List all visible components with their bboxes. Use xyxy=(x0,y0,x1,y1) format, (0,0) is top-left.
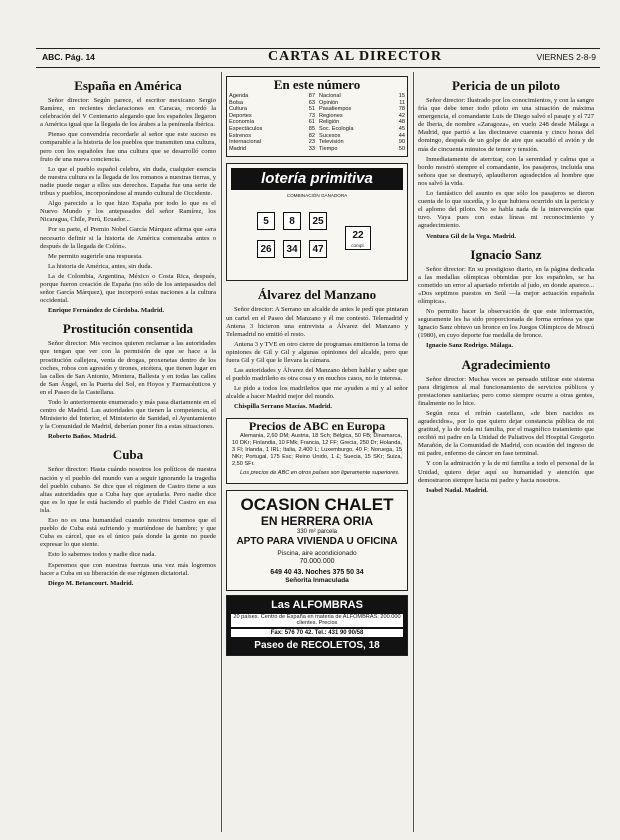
middle-column xyxy=(226,76,408,656)
paragraph: Según reza el refrán castellano, «de bien nacidos es agradecidos», por lo que quiero dejar constancia pública de mi gratitud, y la de toda mi familia, por el magnífico tratamiento que recibió mi padre en la Unidad de Paliativos del Hospital Gregorio Marañón, de la Comunidad de Madrid, con ocasión del ingreso de mi padre, enfermo de cáncer en fase terminal. xyxy=(418,409,594,458)
article-title: Agradecimiento xyxy=(461,356,551,372)
ad-phone: 649 40 43. Noches 375 50 34 xyxy=(270,568,364,576)
table-row: Espectáculos 85 xyxy=(229,126,315,133)
signature: Diego M. Betancourt. Madrid. xyxy=(48,579,134,587)
paragraph: Lo que el pueblo español celebra, sin duda, cualquier esencia de nuestra cultura es la llegada de los romanos a nuestras tierras, y nadie puede negar a ellos sus derechos. España fue una serie de tribus y pueblos, incorporándose al mundo cultural de Occidente. xyxy=(40,165,216,198)
winning-number: 25 xyxy=(309,212,327,230)
loteria-box xyxy=(226,163,408,281)
table-row: Agenda 87 xyxy=(229,93,315,100)
ad-price: 70.000.000 xyxy=(299,557,335,565)
paragraph: No permito hacer la observación de que este información, seguramente les ha sido proporcionada de forma errónea ya que Ignacio Sanz obtuvo un bronce en los Juegos Olímpicos de Moscú (1980), en cuyo deporte fue medalla de bronce. xyxy=(418,308,594,340)
europa-prices: Alemania, 2,60 DM; Austria, 18 Sch; Bélgica, 50 FB; Dinamarca, 10 DKr; Finlandia, 10 FMk; Francia, 12 FF; Grecia, 250 Dr; Holanda, 3 Fl; Irlanda, 1 IRL; Italia, 2.400 L; Luxemburgo, 40 F; Noruega, 15 NKr; Portugal, 175 Esc; Reino Unido, 1 £; Suecia, 15 SKr; Suiza, 2,50 SFr. xyxy=(232,432,402,467)
article-title: Cuba xyxy=(112,447,144,463)
index-table-left xyxy=(227,93,317,152)
table-row: Bolsa 63 xyxy=(229,99,315,106)
paragraph: Me permito sugerirle una respuesta. xyxy=(48,252,143,260)
winning-number: 47 xyxy=(309,240,327,258)
europa-title: Precios de ABC en Europa xyxy=(248,418,386,433)
table-row: Economía 61 xyxy=(229,119,315,126)
column-divider xyxy=(221,72,222,832)
table-row: Internacional 23 xyxy=(229,139,315,146)
paragraph: Inmediatamente de aterrizar, con la serenidad y calma que a bordo mostró siempre el comandante, los pasajeros, incluida una señora que se desmayó, aplaudieron agradecidos al hombre que nos salvó la vida. xyxy=(418,155,594,187)
paragraph: Algo parecido a lo que hizo España por todo lo que es el Nuevo Mundo y los antepasados del señor Ramírez, los Nicaragua, Chile, Perú, Ecuador... xyxy=(40,200,216,224)
issue-date: VIERNES 2-8-9 xyxy=(536,52,596,62)
ad-location: EN HERRERA ORIA xyxy=(260,513,374,528)
article-pericia-piloto xyxy=(418,78,594,241)
paragraph: Señor director: En su prestigioso diario, en la página dedicada a las medallas olímpicas obtenidas por los españoles, se ha cometido un error al apartado referido al judo, en donde aparece... «Dos septimos puestos en Seúl —la mejor actuación española olímpica». xyxy=(418,265,594,305)
table-row: Deportes 73 xyxy=(229,112,315,119)
article-espana-america xyxy=(40,78,216,315)
paragraph: Eso no es una humanidad cuando nosotros tenemos que el pueblo de Cuba está sufriendo y muriéndose de hambre; y que Cuba es cárcel, que es el único país donde la gente no puede expresar lo que siente. xyxy=(40,517,216,549)
loteria-subtitle: COMBINACIÓN GANADORA xyxy=(286,193,348,199)
table-row: Regiones 42 xyxy=(319,112,405,119)
ad-phone: Fax: 576 70 42. Tel.: 431 90 90/58 xyxy=(231,629,403,637)
paragraph: Pienso que convendría recordarle al señor que este suceso es comparable a la historia de los pueblos que transmiten una cultura, pero con los españoles fue una cultura que se desarrolló como fruto de una nueva conciencia. xyxy=(40,131,216,163)
paragraph: La historia de América, antes, sin duda. xyxy=(48,262,153,270)
table-row: Tiempo 50 xyxy=(319,145,405,152)
table-row: Madrid 33 xyxy=(229,145,315,152)
column-divider xyxy=(413,72,414,832)
article-title: España en América xyxy=(74,78,182,93)
article-cuba xyxy=(40,447,216,587)
article-agradecimiento xyxy=(418,357,594,495)
section-title: CARTAS AL DIRECTOR xyxy=(268,49,443,64)
table-row: Religión 48 xyxy=(319,119,405,126)
paragraph: Las autoridades y Álvarez del Manzano deben hablar y saber que el pueblo madrileño es otra cosa y en muchos casos, no le interesa. xyxy=(226,367,408,383)
paragraph: Lo fantástico del asunto es que sólo los pasajeros se dieron cuenta de lo que sucedía, y lo que hubiera ocurrido sin la pericia y el aplomo del piloto. No se habla nada de la intervención que tuvo. Vaya pues con estas líneas mi reconocimiento y agradecimiento. xyxy=(418,190,594,230)
paragraph: Señor director: Según parece, el escritor mexicano Sergio Ramírez, en recientes declaraciones en Caracas, recordó la celebración del V Centenario alegando que los españoles llegaron a América igual que la llegada de los árabes a la península ibérica. xyxy=(40,97,216,129)
winning-number: 26 xyxy=(257,240,275,258)
paragraph: Señor director: Mis vecinos quieren reclamar a las autoridades que tengan que ver con la permisión de que se hace a la prostitución callejera, venta de drogas, proxenetas dentro de los coches, robos con agresión y tirones, etcétera, que tienen lugar en las calles de San Antonio, Montera, Ballesta y en todas las calles de San Ángel, en la Puerta del Sol, en Hoyos y Farmacéuticos y en el Paseo de la Castellana. xyxy=(40,340,216,396)
paragraph: Señor director: Hasta cuándo nosotros los políticos de nuestra nación y el pueblo del mundo van a seguir ignorando la tragedia del pueblo cubano. Se dice que el régimen de Castro tiene a sus altas autoridades que a Cuba hay que ayudarla. Pero nadie dice que es lo que le está haciendo el pueblo de Fidel Castro en esa isla. xyxy=(40,466,216,514)
loteria-title: lotería primitiva xyxy=(231,168,403,190)
table-row: Televisión 90 xyxy=(319,139,405,146)
article-title: Álvarez del Manzano xyxy=(257,287,377,303)
right-column xyxy=(418,76,594,497)
index-title: En este número xyxy=(273,77,361,92)
table-row: Opinión 11 xyxy=(319,99,405,106)
article-prostitucion xyxy=(40,321,216,441)
chalet-ad xyxy=(226,490,408,591)
ad-body: 20 países. Centro de España en materia de ALFOMBRAS. 200.000 clientes. Precios xyxy=(231,614,403,628)
signature: Roberto Baños. Madrid. xyxy=(48,433,117,441)
precios-europa-box xyxy=(226,418,408,484)
article-title: Pericia de un piloto xyxy=(452,78,560,93)
article-title: Prostitución consentida xyxy=(62,321,194,337)
signature: Chispilla Serrano Macías. Madrid. xyxy=(234,403,332,411)
table-row: Nacional 15 xyxy=(319,93,405,100)
article-alvarez-manzano xyxy=(226,287,408,411)
ad-brand: Las ALFOMBRAS xyxy=(271,598,363,611)
winning-number: 34 xyxy=(283,240,301,258)
complementario-label: compl. xyxy=(351,243,365,249)
winning-number: 8 xyxy=(283,212,301,230)
ad-area: 330 m² parcela xyxy=(296,528,338,535)
table-row: Soc. Ecología 45 xyxy=(319,126,405,133)
paragraph: Y con la admiración y la de mi familia a todo el personal de la Unidad, quiero dejar aquí su humanidad y atención que demostraron siempre hacia mi padre y hacia nosotros. xyxy=(418,460,594,484)
article-title: Ignacio Sanz xyxy=(470,246,542,262)
paragraph: Todo lo anteriormente enumerado y más pasa diariamente en el centro de Madrid. Las autoridades que tienen la competencia, el Ministerio del Interior, el Ministerio de Sanidad, el Ayuntamiento y la Comunidad de Madrid, deberían poner fin a estas situaciones. xyxy=(40,399,216,431)
paragraph: Antena 3 y TVE en otro cierre de programas emitieron la toma de opiniones de Gil y Gil y algunas opiniones del alcalde, pero que fuera Gil y Gil que le llevara la cámara. xyxy=(226,340,408,364)
paragraph: Esperemos que con nuestras fuerzas una vez más logremos hacer a Cuba en su liberación de ese régimen dictatorial. xyxy=(40,561,216,577)
publication-label: ABC. Pág. 14 xyxy=(42,52,95,62)
page-header xyxy=(36,48,600,66)
paragraph: Señor director: Ilustrado por los conocimientos, y con la sangre fría que debe tener todo piloto en una situación de máxima emergencia, el comandante Luis de Diego salvó el pasaje y el 727 de Iberia, de nombre «Zaragoza», en vuelo 248 desde Málaga a Madrid, que partió a las diecinueve cuarenta y cinco horas del domingo, después de un golpe de aire que sacudió el avión y de más de cincuenta minutos de temor y tensión. xyxy=(418,97,594,153)
article-ignacio-sanz xyxy=(418,247,594,351)
ad-contact: Señorita Inmaculada xyxy=(285,576,349,584)
signature: Ignacio Sanz Rodrigo. Málaga. xyxy=(426,342,514,350)
europa-note: Los precios de ABC en otros países son ligeramente superiores. xyxy=(240,469,400,476)
table-row: Estrenos 82 xyxy=(229,132,315,139)
paragraph: Por su parte, el Premio Nobel García Márquez afirma que «era necesario definir si la historia de América comenzaba antes o después de la llegada de Colón». xyxy=(40,226,216,250)
table-row: Pasatiempos 78 xyxy=(319,106,405,113)
ad-headline: OCASION CHALET xyxy=(240,494,394,514)
table-row: Sucesos 44 xyxy=(319,132,405,139)
paragraph: Le pido a todos los madrileños que me ayuden a mí y al señor alcalde a hacer Madrid mejor del mundo. xyxy=(226,385,408,401)
index-table-right xyxy=(317,93,407,152)
left-column xyxy=(40,76,216,590)
ad-use: APTO PARA VIVIENDA U OFICINA xyxy=(236,535,398,547)
paragraph: Esto lo sabemos todos y nadie dice nada. xyxy=(48,551,157,559)
ad-address: Paseo de RECOLETOS, 18 xyxy=(254,640,380,652)
paragraph: Señor director: A Serrano un alcalde de antes le pedí que pintaran un cartel en el Paseo del Manzano y él me contestó. Telemadrid y Antena 3 hicieron una entrevista a Álvarez del Manzano y Telemadrid no emitió el resto. xyxy=(226,306,408,338)
signature: Isabel Nadal. Madrid. xyxy=(426,486,488,494)
alfombras-ad xyxy=(226,595,408,657)
paragraph: La de Colombia, Argentina, México o Costa Rica, después, porque fueron creación de España (no sólo de los antepasados del señor García Márquez), que incorporó estas naciones a la cultura occidental. xyxy=(40,272,216,305)
index-box xyxy=(226,76,408,157)
signature: Ventura Gil de la Vega. Madrid. xyxy=(426,232,517,240)
ad-extras: Piscina, aire acondicionado xyxy=(277,549,357,557)
signature: Enrique Fernández de Córdoba. Madrid. xyxy=(48,307,165,315)
winning-number: 5 xyxy=(257,212,275,230)
complementario-number: 22 xyxy=(345,226,371,250)
paragraph: Señor director: Muchas veces se pensado utilizar este sistema para dirigirnos al mal funcionamiento de servicios públicos y prestaciones sanitarias; pero como siempre ocurre a otras gentes, finalmente no lo hice. xyxy=(418,375,594,407)
table-row: Cultura 51 xyxy=(229,106,315,113)
